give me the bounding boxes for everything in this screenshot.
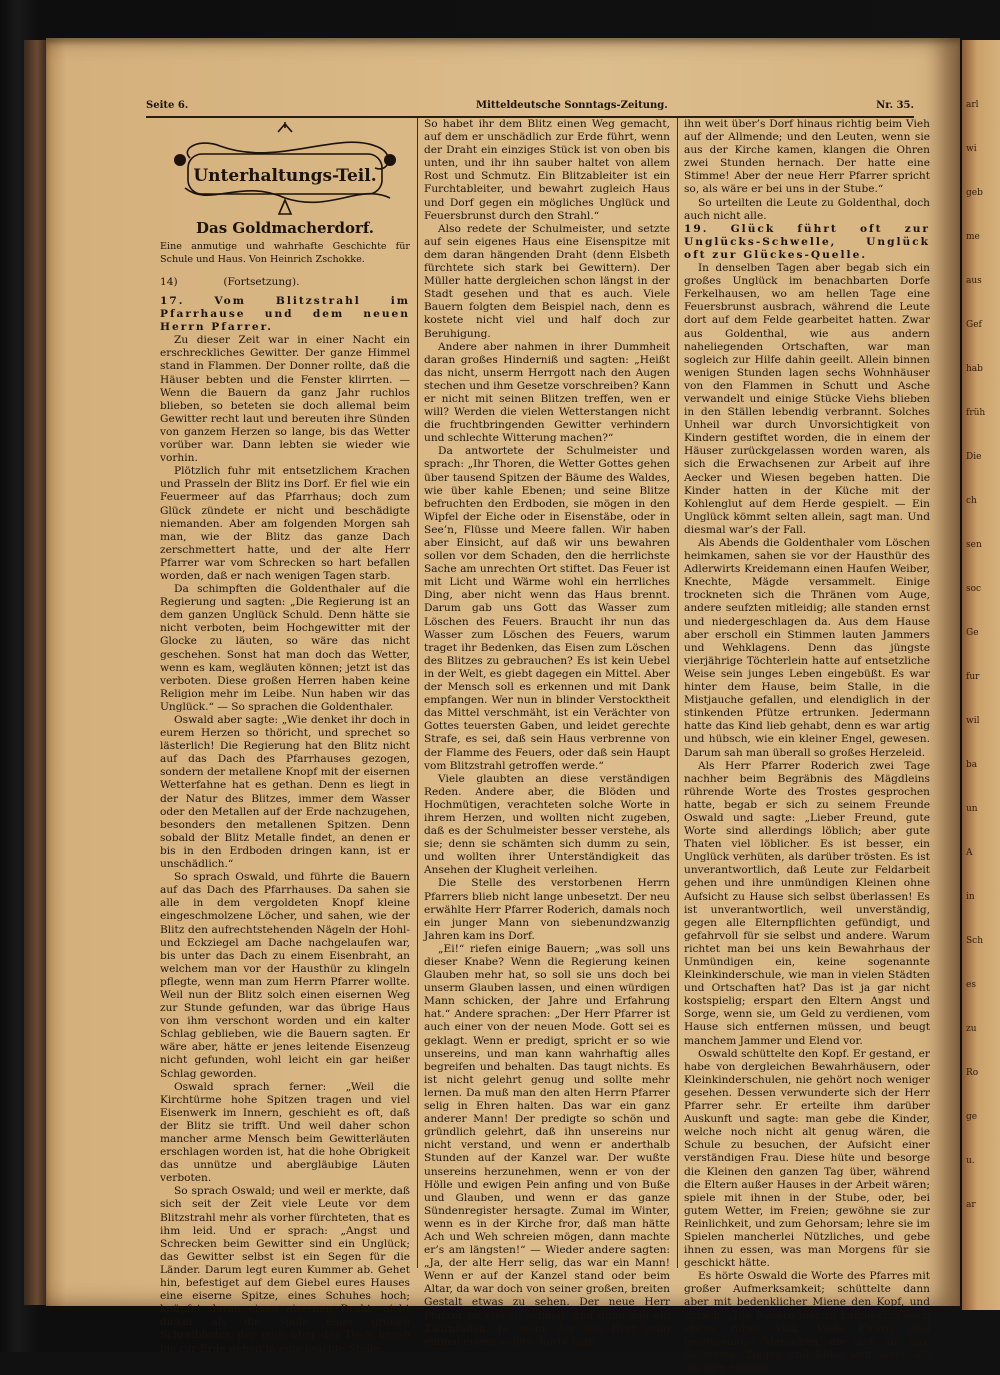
margin-fragment: me (966, 232, 980, 242)
continuation-label: (Fortsetzung). (223, 275, 300, 288)
paragraph: Oswald schüttelte den Kopf. Er gestand, er habe von dergleichen Bewahrhäusern, oder Kleinkinderschulen, nie gehört noch weniger gesehen. Dessen verwunderte sich der Herr Pfarrer sehr. Er erteilte ihm darüber Auskunft und sagte: man gebe die Kinder, welche noch nicht alt genug wären, die Schule zu besuchen, der Aufsicht einer verständigen Frau. Diese hüte und besorge die Kleinen den ganzen Tag über, während die Eltern außer Hauses in der Arbeit wären; spiele mit ihnen in der Stube, oder, bei gutem Wetter, im Freien; gewöhne sie zur Reinlichkeit, und zum Gehorsam; lehre sie im Spielen mancherlei Nützliches, und gebe ihnen zu essen, was man Morgens für sie geschickt hätte. (684, 1047, 930, 1270)
page-header (146, 100, 914, 118)
margin-fragment: wi (966, 144, 977, 154)
column-1 (160, 118, 410, 1355)
story-title: Das Goldmacherdorf. (195, 219, 374, 237)
margin-fragment: fur (966, 672, 980, 682)
paragraph: So sprach Oswald; und weil er merkte, daß sich seit der Zeit viele Leute vor dem Blitzstrahl mehr als vorher fürchteten, that es ihm leid. Und er sprach: „Angst und Schrecken beim Gewitter sind ein Unglück; das Gewitter selbst ist ein Segen für die Länder. Darum legt euren Kummer ab. Gehet hin, befestiget auf dem Giebel eures Hauses eine eiserne Spitze, eines Schuhes hoch; knüpfet daran einen eisernen Draht, nicht dicker als die Spule einer großen Schreibfeder, der muß über das Dach herab bis zur Erde gehen in eine feuchte Stelle. (160, 1185, 410, 1355)
chapter-heading: 17. Vom Blitzstrahl im Pfarrhause und dem neuen Herrn Pfarrer. (160, 295, 410, 334)
paragraph: Oswald aber sagte: „Wie denket ihr doch in eurem Herzen so thöricht, und sprechet so lästerlich! Die Regierung hat den Blitz nicht auf das Dach des Pfarrhauses gezogen, sondern der metallene Knopf mit der eisernen Wetterfahne hat es gethan. Denn es liegt in der Natur des Blitzes, immer dem Wasser oder den Metallen auf der Erde nachzugehen, besonders den metallenen Spitzen. Denn sobald der Blitz Metalle findet, an denen er bis in den Erdboden dringen kann, ist er unschädlich.“ (160, 714, 410, 871)
paragraph: So sprach Oswald, und führte die Bauern auf das Dach des Pfarrhauses. Da sahen sie alle in dem vergoldeten Knopf kleine eingeschmolzene Löcher, und sahen, wie der Blitz den aufrechtstehenden Nägeln der Hohl- und Eckziegel am Dache nachgelaufen war, bis unter das Dach zu einem Eisenbraht, an welchem man vor der Hausthür zu klingeln pflegte, wenn man zum Herrn Pfarrer wollte. Weil nun der Blitz solch einen eisernen Weg zur Stunde gefunden, war das übrige Haus von ihm verschont worden und ein kalter Schlag geblieben, wie die Bauern sagten. Er wäre aber, hätte er jenes leitende Eisenzeug nicht gefunden, wohl leicht ein gar heißer Schlag geworden. (160, 871, 410, 1080)
banner-ornament (160, 118, 410, 218)
paragraph: In denselben Tagen aber begab sich ein großes Unglück im benachbarten Dorfe Ferkelhausen, wo am hellen Tage eine Feuersbrunst ausbrach, während die Leute dort auf dem Felde gearbeitet hatten. Zwar aus Goldenthal, wie aus andern naheliegenden Ortschaften, war man sogleich zur Hilfe dahin geeilt. Allein binnen wenigen Stunden lagen sechs Wohnhäuser von den Flammen in Schutt und Asche verwandelt und einige Stücke Viehs blieben in den Ställen lebendig verbrannt. Solches Unheil war durch Unvorsichtigkeit von Kindern gestiftet worden, die in einem der Häuser zurückgelassen worden waren, als sich die Erwachsenen zur Arbeit auf ihre Aecker und Wiesen begeben hatten. Die Kinder hatten in der Küche mit der Kohlenglut auf dem Herde gespielt. — Ein Unglück kömmt selten allein, sagt man. Und diesmal war’s der Fall. (684, 262, 930, 536)
paragraph: „Ei!“ riefen einige Bauern; „was soll uns dieser Knabe? Wenn die Regierung keinen Glauben mehr hat, so soll sie uns doch bei unserm Glauben lassen, und einen würdigen Mann schicken, der Jahre und Erfahrung hat.“ Andere sprachen: „Der Herr Pfarrer ist auch einer von der neuen Mode. Gott sei es geklagt. Wenn er predigt, spricht er so wie unsereins, und man kann wahrhaftig alles begreifen und behalten. Das taugt nichts. Es ist nicht gelehrt genug und sollte mehr lernen. Da muß man den alten Herrn Pfarrer selig in Ehren halten. Das war ein ganz anderer Mann! Der predigte so schön und gründlich gelehrt, daß ihn unsereins nur nicht verstand, und wenn er anderthalb Stunden auf der Kanzel war. Der wußte unsereins herzunehmen, wenn er von der Hölle und ewigen Pein anfing und von Buße und Glauben, und wenn er das ganze Sündenregister hersagte. Zumal im Winter, wenn es in der Kirche fror, daß man hätte Ach und Weh schreien mögen, dann machte er’s am längsten!“ — Wieder andere sagten: „Ja, der alte Herr selig, das war ein Mann! Wenn er auf der Kanzel stand oder beim Altar, da war doch von seiner großen, breiten Gestalt etwas zu sehen. Der neue Herr Pfarrer ist viel zu schmal, und dünn wie ein Zwirnfaden. Ja, wenn der alte Herr selig einmal eisern wollte, hörte man (424, 942, 670, 1348)
paragraph: Also redete der Schulmeister, und setzte auf sein eigenes Haus eine Eisenspitze mit dem daran hängenden Draht (denn Elsbeth fürchtete sich stark bei Gewittern). Der Müller hatte dergleichen schon längst in der Stadt gesehen und that es auch. Viele Bauern folgten dem Beispiel nach, denn es kostete nicht viel und half doch zur Beruhigung. (424, 222, 670, 340)
paragraph: Viele glaubten an diese verständigen Reden. Andere aber, die Blöden und Hochmütigen, verachteten solche Worte in ihrem Herzen, und wollten nicht zugeben, daß es der Schulmeister besser verstehe, als sie; denn sie schämten sich dumm zu sein, und wollten ihrer Unterständigkeit das Ansehen der Klugheit verleihen. (424, 772, 670, 877)
book-spine (24, 40, 46, 1305)
installment-number: 14) (160, 275, 178, 288)
margin-fragment: wil (966, 716, 980, 726)
margin-fragment: soc (966, 584, 982, 594)
paragraph: Da antwortete der Schulmeister und sprach: „Ihr Thoren, die Wetter Gottes gehen über tausend Spitzen der Bäume des Waldes, wie über kahle Ebenen; und seine Blitze befruchten den Erdboden, sie mögen in den Wipfel der Eiche oder in Eisenstäbe, oder in See’n, Flüsse und Meere fallen. Wir haben aber Einsicht, auf daß wir uns bewahren sollen vor dem Schaden, den die herrlichste Sache am unrechten Ort stiftet. Das Feuer ist mit Licht und Wärme wohl ein herrliches Ding, aber nicht wenn das Haus brennt. Darum gab uns Gott das Wasser zum Löschen des Feuers. Braucht ihr nun das Wasser zum Löschen des Feuers, warum traget ihr Bedenken, das Eisen zum Löschen des Blitzes zu gebrauchen? Es ist kein Uebel in der Welt, es giebt dagegen ein Mittel. Aber der Mensch soll es erkennen und mit Dank empfangen. Wer nun in blinder Verstocktheit das Mittel verschmäht, ist ein Verächter von Gottes teuersten Gaben, und leidet gerechte Strafe, es sei, daß sein Haus verbrenne von der Flamme des Feuers, oder daß sein Haupt vom Blitzstrahl getroffen werde.“ (424, 445, 670, 772)
margin-fragment: Gef (966, 320, 982, 330)
paragraph: Zu dieser Zeit war in einer Nacht ein erschreckliches Gewitter. Der ganze Himmel stand in Flammen. Der Donner rollte, daß die Häuser bebten und die Fenster klirrten. — Wenn die Bauern da ganz Jahr ruchlos blieben, so beteten sie doch allemal beim Gewitter recht laut und bereuten ihre Sünden von ganzem Herzen so lange, bis das Wetter vorüber war. Dann lebten sie wieder wie vorhin. (160, 334, 410, 465)
paragraph: ihn weit über’s Dorf hinaus richtig beim Vieh auf der Allmende; und den Leuten, wenn sie aus der Kirche kamen, klangen die Ohren zwei Stunden hernach. Der hatte eine Stimme! Aber der neue Herr Pfarrer spricht so, als wäre er bei uns in der Stube.“ (684, 118, 930, 196)
margin-fragment: in (966, 892, 975, 902)
margin-fragment: es (966, 980, 976, 990)
adjacent-page-edge (962, 40, 1000, 1310)
margin-fragment: ge (966, 1112, 978, 1122)
paragraph: Plötzlich fuhr mit entsetzlichem Krachen und Prasseln der Blitz ins Dorf. Er fiel wie ein Feuermeer auf das Pfarrhaus; doch zum Glück zündete er nicht und beschädigte niemanden. Aber am folgenden Morgen sah man, wie der Blitz das ganze Dach zerschmettert hatte, und der alte Herr Pfarrer war vom Schrecken so hart befallen worden, daß er nach wenigen Tagen starb. (160, 465, 410, 582)
banner-title: Unterhaltungs-Teil. (193, 166, 377, 186)
margin-fragment: Ro (966, 1068, 979, 1078)
paragraph: So habet ihr dem Blitz einen Weg gemacht, auf dem er unschädlich zur Erde führt, wenn der Draht ein einziges Stück ist von oben bis unten, und ihr ihn sauber haltet von allem Rost und Schmutz. Ein Blitzableiter ist ein Furchtableiter, und bewahrt zugleich Haus und Dorf gegen ein mögliches Unglück und Feuersbrunst durch den Strahl.“ (424, 118, 670, 222)
margin-fragment: arl (966, 100, 979, 110)
margin-fragment: u. (966, 1156, 975, 1166)
margin-fragment: früh (966, 408, 986, 418)
paragraph: Die Stelle des verstorbenen Herrn Pfarrers blieb nicht lange unbesetzt. Der neu erwählte Herr Pfarrer Roderich, damals noch ein junger Mann von siebenundzwanzig Jahren kam ins Dorf. (424, 877, 670, 942)
margin-fragment: ba (966, 760, 978, 770)
margin-fragment: hab (966, 364, 983, 374)
story-subtitle: Eine anmutige und wahrhafte Geschichte für Schule und Haus. Von Heinrich Zschokke. (160, 241, 410, 265)
margin-fragment: Die (966, 452, 982, 462)
issue-number: Nr. 35. (876, 100, 914, 111)
margin-fragment: un (966, 804, 978, 814)
lamp-right-icon (384, 154, 396, 166)
continuation-line (160, 276, 410, 289)
paragraph: Als Herr Pfarrer Roderich zwei Tage nachher beim Begräbnis des Mägdleins rührende Worte des Trostes gesprochen hatte, begab er sich zu seinem Freunde Oswald und sagte: „Lieber Freund, gute Worte sind allerdings löblich; aber gute Thaten viel löblicher. Es ist besser, ein Unglück verhüten, als darüber trösten. Es ist unverantwortlich, daß Leute zur Feldarbeit gehen und ihre unmündigen Kleinen ohne Aufsicht zu Hause sich selbst überlassen! Es ist unverantwortlich, weil unverständig, gegen alle Elternpflichten gefündigt, und gefahrvoll für sie selbst und andere. Warum richtet man bei uns kein Bewahrhaus der Unmündigen ein, keine sogenannte Kleinkinderschule, wie man in vielen Städten und Ortschaften hat? Das ist ja gar nicht kostspielig; erspart den Eltern Angst und Sorge, wenn sie, um Geld zu verdienen, vom Hause sich entfernen müssen, und beugt manchem Jammer und Elend vor. (684, 759, 930, 1047)
paragraph: Als Abends die Goldenthaler vom Löschen heimkamen, sahen sie vor der Hausthür des Adlerwirts Kreidemann einen Haufen Weiber, Knechte, Mägde versammelt. Einige trockneten sich die Thränen vom Auge, andere seufzten mitleidig; alle standen ernst und niedergeschlagen da. Aus dem Hause aber erscholl ein Stimmen lauten Jammers und Wehklagens. Denn das jüngste vierjährige Töchterlein hatte auf entsetzliche Weise sein junges Leben eingebüßt. Es war hinter dem Hause, beim Stalle, in die Mistjauche gefallen, und elendiglich in der stinkenden Pfütze ertrunken. Jedermann hatte das Kind lieb gehabt, denn es war artig und hübsch, wie ein kleiner Engel, gewesen. Darum sah man überall so großes Herzeleid. (684, 537, 930, 759)
margin-fragment: sen (966, 540, 982, 550)
margin-fragment: Sch (966, 936, 984, 946)
chapter-heading: 19. Glück führt oft zur Unglücks-Schwelle, Unglück oft zur Glückes-Quelle. (684, 222, 930, 261)
page-number: Seite 6. (146, 100, 189, 111)
paragraph: Da schimpften die Goldenthaler auf die Regierung und sagten: „Die Regierung ist an dem ganzen Unglück Schuld. Denn hätte sie nicht verboten, beim Hochgewitter mit der Glocke zu läuten, so wäre das nicht geschehen. Sonst hat man doch das Wetter, wenn es kam, wegläuten können; jetzt ist das verboten. Diese großen Herren haben keine Religion mehr im Leibe. Nun haben wir das Unglück.“ — So sprachen die Goldenthaler. (160, 583, 410, 713)
margin-fragment: Ge (966, 628, 979, 638)
paragraph: Oswald sprach ferner: „Weil die Kirchtürme hohe Spitzen tragen und viel Eisenwerk im Innern, geschieht es oft, daß der Blitz sie trifft. Und weil daher schon mancher arme Mensch beim Gewitterläuten erschlagen worden ist, hat die hohe Obrigkeit das unnütze und abergläubige Läuten verboten. (160, 1080, 410, 1185)
column-rule (677, 118, 678, 1268)
margin-fragment: ar (966, 1200, 976, 1210)
margin-fragment: zu (966, 1024, 977, 1034)
column-rule (417, 118, 418, 1268)
paragraph: Es hörte Oswald die Worte des Pfarres mit großer Aufmerksamkeit; schüttelte dann aber mit bedenklicher Miene den Kopf, und sprach: „Die Bauern hier zu Lande sind noch etwas rohes Volk. Viele Eltern sind gewissenlose Menschen, die sich um ihre Schweine, Ziegen und Kühe weit mehr, als um ihre eigenen (684, 1270, 930, 1374)
column-2 (424, 118, 670, 1348)
lamp-left-icon (174, 154, 186, 166)
margin-fragment: aus (966, 276, 982, 286)
paragraph: So urteilten die Leute zu Goldenthal, doch auch nicht alle. (684, 196, 930, 222)
margin-fragment: ch (966, 496, 977, 506)
margin-fragment: geb (966, 188, 983, 198)
margin-fragment: A (966, 848, 973, 858)
column-3 (684, 118, 930, 1374)
paragraph: Andere aber nahmen in ihrer Dummheit daran großes Hinderniß und sagten: „Heißt das nicht, unserm Herrgott nach den Augen stechen und ihm Gesetze vorschreiben? Kann er nicht mit seinen Blitzen treffen, wen er will? Werden die vielen Wetterstangen nicht die fruchtbringenden Gewitter verhindern und schlechte Witterung machen?“ (424, 340, 670, 445)
newspaper-name: Mitteldeutsche Sonntags-Zeitung. (476, 100, 668, 111)
